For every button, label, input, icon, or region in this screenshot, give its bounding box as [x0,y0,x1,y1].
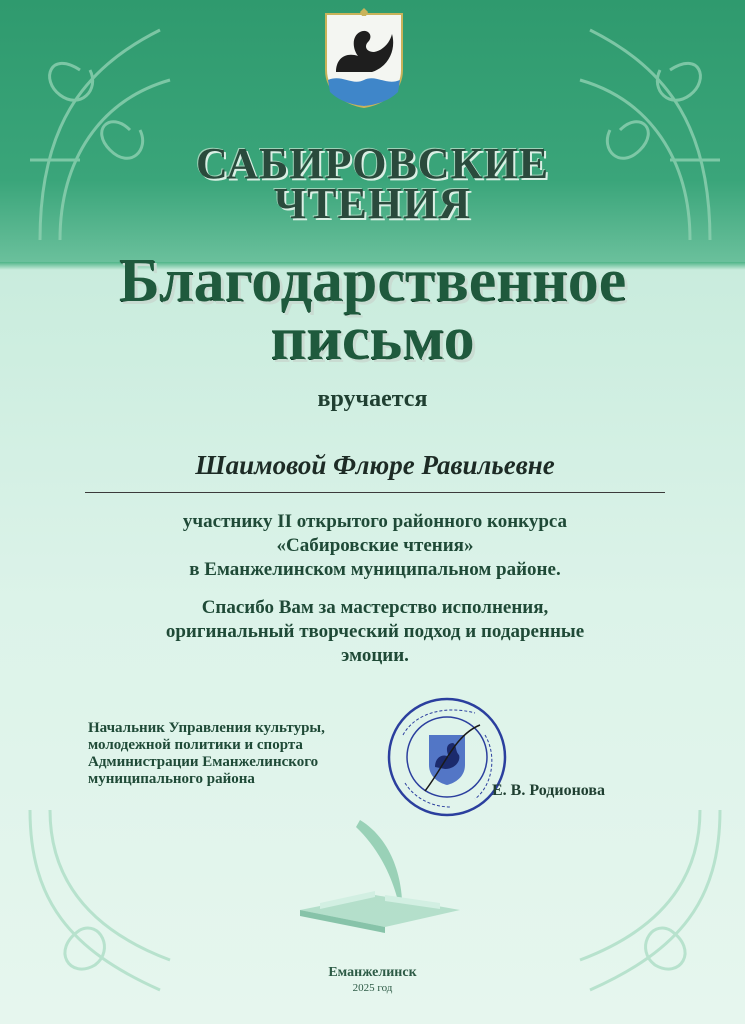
thanks-line: оригинальный творческий подход и подаренные [165,621,585,642]
thanks-line: эмоции. [341,645,409,666]
header-line-1: САБИРОВСКИЕ [195,139,550,188]
recipient-name: Шаимовой Флюре Равильевне [195,450,555,480]
title-line-2: письмо [270,305,475,373]
position-line: Начальник Управления культуры, [88,720,325,736]
description-line: участнику II открытого районного конкурса [182,511,568,532]
footer-city: Еманжелинск [328,965,417,980]
coat-of-arms-icon [322,8,406,108]
position-line: муниципального района [88,771,255,787]
title-line-1: Благодарственное [118,247,627,315]
awarded-text: вручается [317,386,428,412]
thanks-line: Спасибо Вам за мастерство исполнения, [201,597,549,618]
signatory-position [88,720,408,788]
recipient-underline [85,492,665,493]
quill-and-book-icon [290,815,470,935]
description-line: «Сабировские чтения» [276,535,474,556]
signatory-name: Е. В. Родионова [492,782,606,799]
description-block [60,510,690,582]
position-line: Администрации Еманжелинского [88,754,319,770]
footer-year: 2025 год [352,982,393,994]
official-stamp-icon [385,695,510,820]
header-line-2: ЧТЕНИЯ [273,179,472,228]
description-line: в Еманжелинском муниципальном районе. [189,559,561,580]
position-line: молодежной политики и спорта [88,737,303,753]
thanks-block [60,596,690,668]
